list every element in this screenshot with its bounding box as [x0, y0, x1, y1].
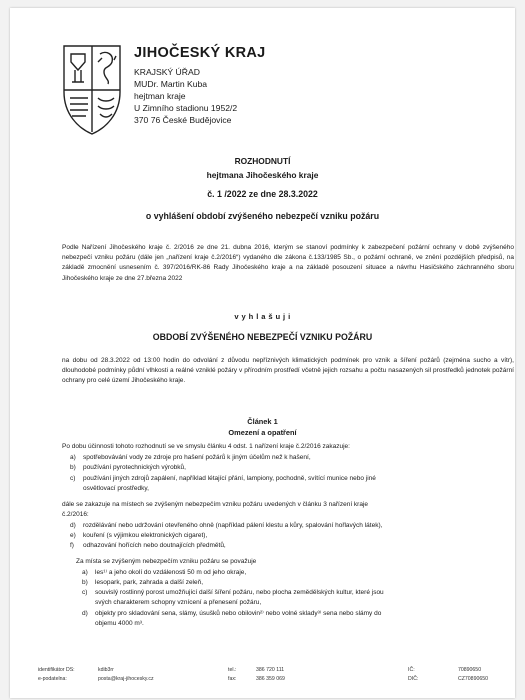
footer-labels-phone: tel.: fax:: [228, 667, 237, 682]
footer-values-ds: kdib3rr posta@kraj-jihocesky.cz: [98, 667, 154, 682]
document-page: [10, 8, 515, 698]
list-item: [82, 578, 512, 588]
footer-values-id: 70890650 CZ70890650: [458, 667, 488, 682]
list-marker: e): [70, 532, 76, 539]
list-lead: Za místa se zvýšeným nebezpečím vzniku požáru se považuje: [76, 558, 257, 565]
address-line: U Zimního stadionu 1952/2: [134, 103, 238, 113]
list-item: [82, 609, 512, 629]
footer-labels-id: IČ: DIČ:: [408, 667, 419, 682]
list-item: [70, 521, 510, 531]
list-marker: f): [70, 542, 74, 549]
list-marker: b): [82, 579, 88, 586]
list-item-text: souvislý rostlinný porost umožňující další šíření požáru, nebo plocha zemědělských kultur, které jsou: [95, 589, 384, 596]
list-item-text: objekty pro skladování sena, slámy, úsušků nebo obilovin²⁾ nebo volné sklady³⁾ sena nebo slámy do: [95, 610, 382, 617]
list-marker: a): [82, 569, 88, 576]
decision-subject: o vyhlášení období zvýšeného nebezpečí vzniku požáru: [145, 211, 380, 221]
sender-address: [134, 66, 237, 126]
list-item-text: používání jiných zdrojů zapálení, například létající přání, lampiony, pochodně, svítící munice nebo jiné: [83, 475, 376, 482]
list-item-text: osvětlovací prostředky,: [83, 485, 149, 492]
article-subheading: Omezení a opatření: [228, 428, 297, 437]
article-heading: Článek 1: [247, 417, 278, 426]
list-item: [82, 588, 512, 608]
document-title: ROZHODNUTÍ: [234, 156, 291, 166]
list-marker: a): [70, 454, 76, 461]
address-line: MUDr. Martin Kuba: [134, 79, 208, 89]
address-line: 370 76 České Budějovice: [134, 115, 232, 125]
footer-labels-ds: identifikátor DS: e-podatelna:: [38, 667, 75, 682]
list-lead: dále se zakazuje na místech se zvýšeným nebezpečím vzniku požáru uvedených v článku 3 nařízení kraje: [62, 501, 369, 508]
address-line: KRAJSKÝ ÚŘAD: [134, 67, 200, 77]
list-item: [70, 453, 510, 463]
document-subtitle: hejtmana Jihočeského kraje: [206, 170, 319, 180]
list-marker: d): [82, 610, 88, 617]
declare-title: OBDOBÍ ZVÝŠENÉHO NEBEZPEČÍ VZNIKU POŽÁRU: [152, 332, 373, 342]
list-marker: b): [70, 464, 76, 471]
list-lead: č.2/2016:: [62, 511, 89, 518]
list-item-text: les¹⁾ a jeho okolí do vzdálenosti 50 m od jeho okraje,: [95, 569, 247, 576]
coat-of-arms-icon: [60, 40, 124, 136]
address-line: hejtman kraje: [134, 91, 186, 101]
list-item: [82, 568, 512, 578]
list-item: [70, 463, 510, 473]
intro-paragraph: Podle Nařízení Jihočeského kraje č. 2/2016 ze dne 21. dubna 2016, kterým se stanoví podmínky k zabezpečení požární ochrany v době zvýšeného nebezpečí vzniku požáru (dále jen „nařízení kraje č.2/2016“) vydaného dle zákona č.133/1985 Sb., o požární ochraně, ve znění pozdějších předpisů, na základě zmocnění usnesením č. 397/2016/RK-86 Rady Jihočeského kraje a na základě posouzení situace a návrhu Hasičského záchranného sboru Jihočeského kraje ze dne 27.března 2022: [62, 244, 514, 282]
org-name: JIHOČESKÝ KRAJ: [134, 45, 266, 61]
list-item: [70, 541, 510, 551]
list-marker: d): [70, 522, 76, 529]
list-item: [70, 531, 510, 541]
declare-paragraph: na dobu od 28.3.2022 od 13:00 hodin do odvolání z důvodu nepříznivých klimatických podmínek pro vznik a šíření požárů (zejména sucho a vítr), dlouhodobé podmínky půdní vlhkosti a reálné vzniklé požáry v přírodním prostředí včetně jejich rozsahu a počtu nasazených sil prostředků jednotek požární ochrany pro celé území Jihočeského kraje.: [62, 357, 514, 385]
list-item-text: odhazování hořících nebo doutnajících předmětů,: [83, 542, 226, 549]
list-marker: c): [70, 475, 76, 482]
declare-heading: v y h l a š u j i: [234, 312, 291, 321]
list-item-text: kouření (s výjimkou elektronických cigaret),: [83, 532, 208, 539]
list-lead: Po dobu účinnosti tohoto rozhodnutí se ve smyslu článku 4 odst. 1 nařízení kraje č.2/2016 zakazuje:: [62, 443, 350, 450]
list-item-text: svých charakterem schopny vznícení a přenesení požáru,: [95, 599, 262, 606]
list-item-text: lesopark, park, zahrada a další zeleň,: [95, 579, 204, 586]
decision-number: č. 1 /2022 ze dne 28.3.2022: [207, 189, 318, 199]
list-item-text: používání pyrotechnických výrobků,: [83, 464, 186, 471]
list-item-text: objemu 4000 m³.: [95, 620, 144, 627]
list-item-text: rozdělávání nebo udržování otevřeného ohně (například pálení klestu a kůry, spalování hořlavých látek),: [83, 522, 383, 529]
list-marker: c): [82, 589, 88, 596]
list-item: [70, 474, 510, 494]
list-item-text: spotřebovávání vody ze zdroje pro hašení požárů k jiným účelům než k hašení,: [83, 454, 311, 461]
footer-values-phone: 386 720 111 386 359 069: [256, 667, 285, 682]
